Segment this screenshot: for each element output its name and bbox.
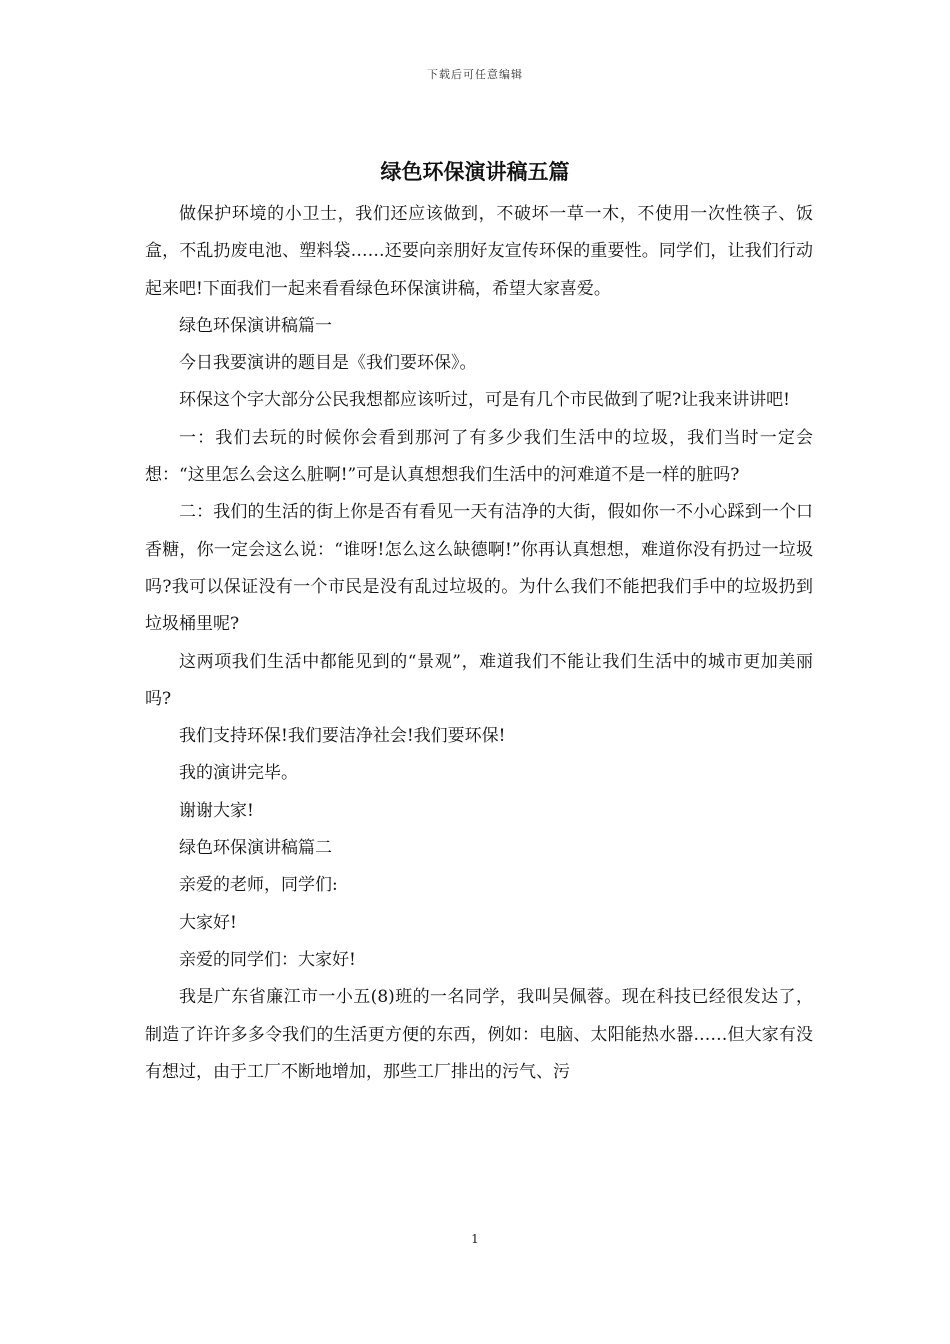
paragraph: 二：我们的生活的街上你是否有看见一天有洁净的大街，假如你一不小心踩到一个口香糖，你一定会这么说：“谁呀!怎么这么缺德啊!”你再认真想想，难道你没有扔过一垃圾吗?我可以保证没有一个市民是没有乱过垃圾的。为什么我们不能把我们手中的垃圾扔到垃圾桶里呢? [145,502,813,635]
page-number: 1 [471,1232,479,1246]
document-title: 绿色环保演讲稿五篇 [380,159,570,184]
paragraph: 我的演讲完毕。 [179,763,298,784]
paragraph: 一：我们去玩的时候你会看到那河了有多少我们生活中的垃圾，我们当时一定会想：“这里怎么会这么脏啊!”可是认真想想我们生活中的河难道不是一样的脏吗? [145,427,813,486]
paragraph: 环保这个字大部分公民我想都应该听过，可是有几个市民做到了呢?让我来讲讲吧! [179,390,790,411]
paragraph: 这两项我们生活中都能见到的“景观”，难道我们不能让我们生活中的城市更加美丽吗? [145,651,813,709]
paragraph: 谢谢大家! [179,800,254,821]
paragraph: 亲爱的老师，同学们: [179,875,338,896]
paragraph-intro: 做保护环境的小卫士，我们还应该做到，不破坏一草一木，不使用一次性筷子、饭盒，不乱扔废电池、塑料袋……还要向亲朋好友宣传环保的重要性。同学们，让我们行动起来吧!下面我们一起来看看绿色环保演讲稿，希望大家喜爱。 [145,204,813,299]
paragraph: 今日我要演讲的题目是《我们要环保》。 [179,353,477,374]
paragraph: 我们支持环保!我们要洁净社会!我们要环保! [179,726,506,747]
document-body [145,196,813,1091]
paragraph: 大家好! [179,912,237,933]
section-heading-1: 绿色环保演讲稿篇一 [179,315,332,336]
page-header: 下载后可任意编辑 [427,68,523,81]
paragraph: 我是广东省廉江市一小五(8)班的一名同学，我叫吴佩蓉。现在科技已经很发达了，制造了许许多多令我们的生活更方便的东西，例如：电脑、太阳能热水器……但大家有没有想过，由于工厂不断地增加，那些工厂排出的污气、污 [145,987,813,1082]
section-heading-2: 绿色环保演讲稿篇二 [179,838,332,859]
paragraph: 亲爱的同学们：大家好! [179,949,356,970]
